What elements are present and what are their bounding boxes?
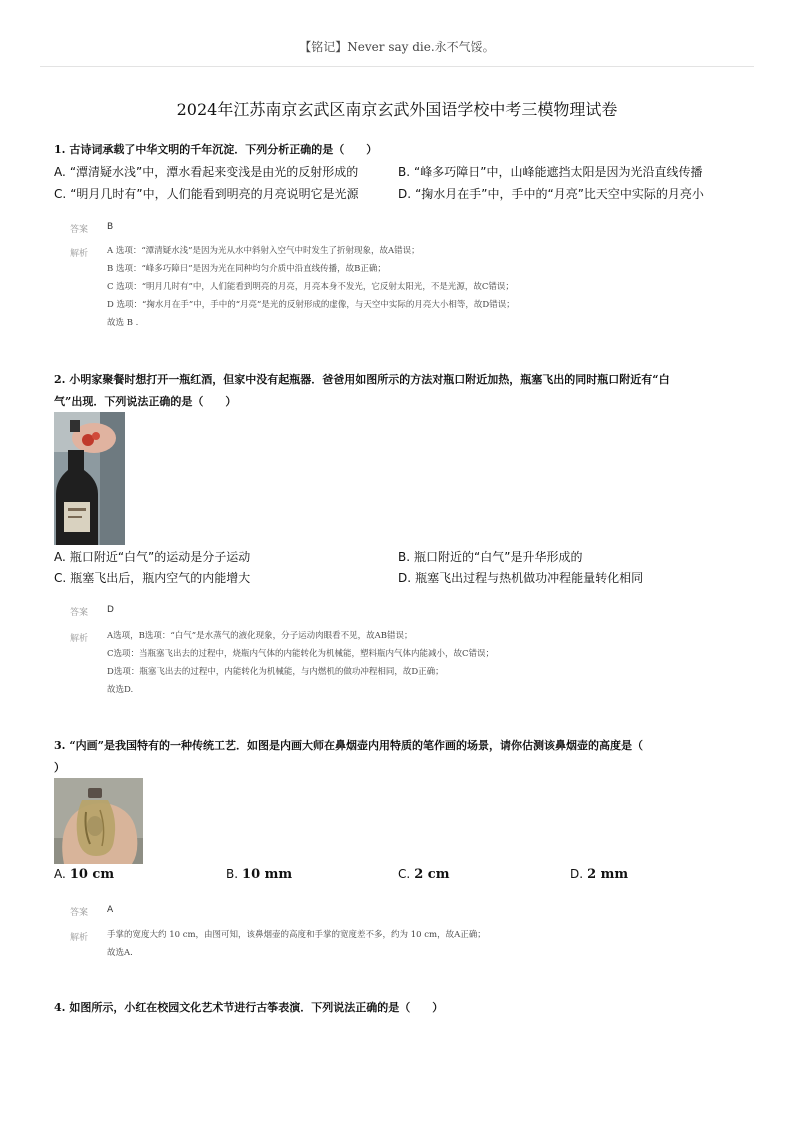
question-3-stem-line: 3. “内画”是我国特有的一种传统工艺．如图是内画大师在鼻烟壶内用特质的笔作画的场景，请你估测该鼻烟壶的高度是（: [54, 739, 643, 752]
option-text: 10 mm: [242, 867, 293, 882]
explanation-line: A 选项：“潭清疑水浅”是因为光从水中斜射入空气中时发生了折射现象，故A错误；: [107, 246, 420, 256]
option-letter: D.: [398, 187, 412, 201]
question-3-explanation: [107, 926, 486, 962]
question-1-option-d[interactable]: [398, 185, 704, 202]
question-4-stem: 4. 如图所示，小红在校园文化艺术节进行古筝表演．下列说法正确的是（ ）: [54, 1001, 444, 1014]
answer-label: 答案: [70, 608, 89, 618]
question-2-answer: D: [107, 605, 114, 615]
wine-bottle-illustration: [54, 412, 125, 545]
explanation-line: C 选项：“明月几时有”中，人们能看到明亮的月亮，月亮本身不发光，它反射太阳光，不是光源，故C错误；: [107, 282, 514, 292]
option-letter: D.: [570, 867, 584, 881]
explanation-label: 解析: [70, 249, 89, 259]
question-2-option-b[interactable]: [398, 548, 582, 565]
explanation-line: D选项：瓶塞飞出去的过程中，内能转化为机械能，与内燃机的做功冲程相同，故D正确；: [107, 667, 444, 677]
question-2-option-a[interactable]: [54, 548, 250, 565]
option-text: 瓶口附近的“白气”是升华形成的: [414, 550, 583, 564]
option-text: 2 mm: [587, 867, 629, 882]
header-divider: [40, 66, 754, 67]
option-text: “峰多巧障日”中，山峰能遮挡太阳是因为光沿直线传播: [414, 165, 703, 179]
explanation-line: 手掌的宽度大约 10 cm，由图可知，该鼻烟壶的高度和手掌的宽度差不多，约为 10 cm，故A正确；: [107, 930, 486, 940]
option-text: “潭清疑水浅”中，潭水看起来变浅是由光的反射形成的: [69, 165, 359, 179]
page-header-motto: 【铭记】Never say die.永不气馁。: [299, 40, 495, 54]
explanation-line: B 选项：“峰多巧障日”是因为光在同种均匀介质中沿直线传播，故B正确；: [107, 264, 386, 274]
question-3-option-a[interactable]: [54, 867, 114, 882]
explanation-line: 故选D.: [107, 685, 134, 695]
exam-title: 2024年江苏南京玄武区南京玄武外国语学校中考三模物理试卷: [176, 100, 618, 119]
question-1-option-b[interactable]: [398, 163, 702, 180]
option-letter: B.: [398, 165, 411, 179]
explanation-line: 故选A.: [107, 948, 133, 958]
option-text: 2 cm: [414, 867, 450, 882]
option-letter: B.: [226, 867, 239, 881]
question-3-stem: [54, 735, 744, 779]
question-2-explanation: [107, 627, 494, 699]
snuff-bottle-illustration: [54, 778, 143, 864]
explanation-label: 解析: [70, 933, 89, 943]
option-letter: C.: [54, 187, 67, 201]
question-1-answer: B: [107, 222, 114, 232]
question-3-stem-line: ）: [54, 761, 65, 774]
question-2-option-d[interactable]: [398, 569, 643, 586]
option-letter: C.: [54, 571, 67, 585]
snuff-bottle-photo: [54, 778, 143, 864]
option-letter: C.: [398, 867, 411, 881]
option-text: 10 cm: [69, 867, 115, 882]
option-text: “明月几时有”中，人们能看到明亮的月亮说明它是光源: [70, 187, 359, 201]
explanation-line: D 选项：“掬水月在手”中，手中的“月亮”是光的反射形成的虚像，与天空中实际的月亮大小相等，故D错误；: [107, 300, 515, 310]
question-1-stem: 1. 古诗词承载了中华文明的千年沉淀．下列分析正确的是（ ）: [54, 143, 378, 156]
option-text: 瓶口附近“白气”的运动是分子运动: [69, 550, 251, 564]
question-3-answer: A: [107, 905, 114, 915]
explanation-line: A选项，B选项：“白气”是水蒸气的液化现象，分子运动肉眼看不见，故AB错误；: [107, 631, 413, 641]
option-text: “掬水月在手”中，手中的“月亮”比天空中实际的月亮小: [415, 187, 704, 201]
option-letter: D.: [398, 571, 412, 585]
option-text: 瓶塞飞出过程与热机做功冲程能量转化相同: [415, 571, 644, 585]
question-2-stem-line: 气”出现．下列说法正确的是（ ）: [54, 395, 237, 408]
explanation-line: C选项：当瓶塞飞出去的过程中，烧瓶内气体的内能转化为机械能，塑料瓶内气体内能减小，故C错误；: [107, 649, 495, 659]
option-letter: A.: [54, 165, 66, 179]
explanation-label: 解析: [70, 634, 89, 644]
question-2-stem-line: 2. 小明家聚餐时想打开一瓶红酒，但家中没有起瓶器．爸爸用如图所示的方法对瓶口附近加热，瓶塞飞出的同时瓶口附近有“白: [54, 373, 670, 386]
option-text: 瓶塞飞出后，瓶内空气的内能增大: [70, 571, 251, 585]
question-1-explanation: [107, 242, 515, 332]
question-3-option-c[interactable]: [398, 867, 449, 882]
explanation-line: 故选 B .: [107, 318, 139, 328]
answer-label: 答案: [70, 225, 89, 235]
option-letter: B.: [398, 550, 411, 564]
question-2-stem: [54, 369, 744, 413]
option-letter: A.: [54, 550, 66, 564]
question-3-option-b[interactable]: [226, 867, 292, 882]
question-2-option-c[interactable]: [54, 569, 250, 586]
question-1-option-a[interactable]: [54, 163, 358, 180]
answer-label: 答案: [70, 908, 89, 918]
question-3-option-d[interactable]: [570, 867, 628, 882]
wine-bottle-photo: [54, 412, 125, 545]
option-letter: A.: [54, 867, 66, 881]
question-1-option-c[interactable]: [54, 185, 359, 202]
